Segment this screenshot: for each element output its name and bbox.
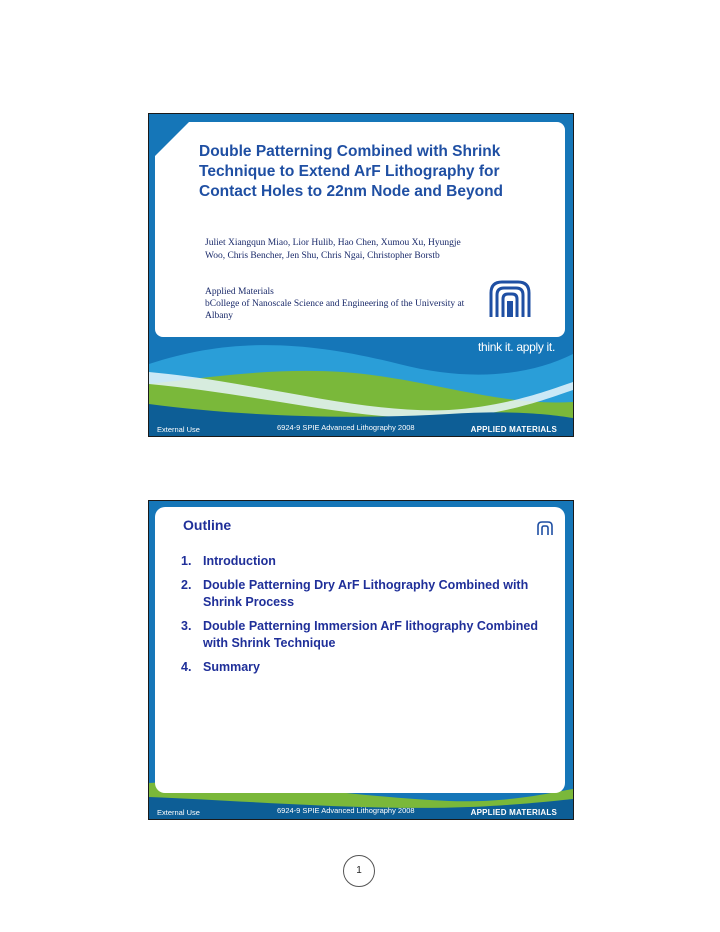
affiliations xyxy=(205,286,480,322)
footer-conference: 6924-9 SPIE Advanced Lithography 2008 xyxy=(277,806,415,815)
slide-title: Outline xyxy=(183,517,232,533)
footer-conference: 6924-9 SPIE Advanced Lithography 2008 xyxy=(277,423,415,432)
outline-list xyxy=(181,553,551,683)
list-item: 1. Introduction xyxy=(181,554,276,568)
title-slide xyxy=(148,113,574,437)
slide-title: Double Patterning Combined with Shrink Technique to Extend ArF Lithography for Contact Holes to 22nm Node and Beyond xyxy=(199,143,504,200)
slide-footer xyxy=(149,422,573,436)
footer-company: APPLIED MATERIALS xyxy=(470,808,557,817)
footer-classification: External Use xyxy=(157,425,200,434)
title-card xyxy=(155,122,565,337)
tagline: think it. apply it. xyxy=(477,340,555,354)
outline-slide xyxy=(148,500,574,820)
author-list: Juliet Xiangqun Miao, Lior Hulib, Hao Chen, Xumou Xu, Hyungje Woo, Chris Bencher, Jen Shu, Chris Ngai, Christopher Borstb xyxy=(205,238,461,261)
footer-classification: External Use xyxy=(157,808,200,817)
affiliation-albany: bCollege of Nanoscale Science and Engineering of the University at Albany xyxy=(205,299,465,321)
list-item: 3. Double Patterning Immersion ArF lithography Combined with Shrink Technique xyxy=(181,619,538,650)
page-number: 1 xyxy=(343,855,375,887)
slide-footer xyxy=(149,805,573,819)
applied-materials-logo xyxy=(537,521,553,535)
affiliation-applied: Applied Materials xyxy=(205,287,274,297)
footer-company: APPLIED MATERIALS xyxy=(470,425,557,434)
list-item: 2. Double Patterning Dry ArF Lithography Combined with Shrink Process xyxy=(181,578,529,609)
content-card xyxy=(155,507,565,793)
corner-accent xyxy=(155,122,189,156)
list-item: 4. Summary xyxy=(181,660,260,674)
applied-materials-logo xyxy=(487,279,533,319)
